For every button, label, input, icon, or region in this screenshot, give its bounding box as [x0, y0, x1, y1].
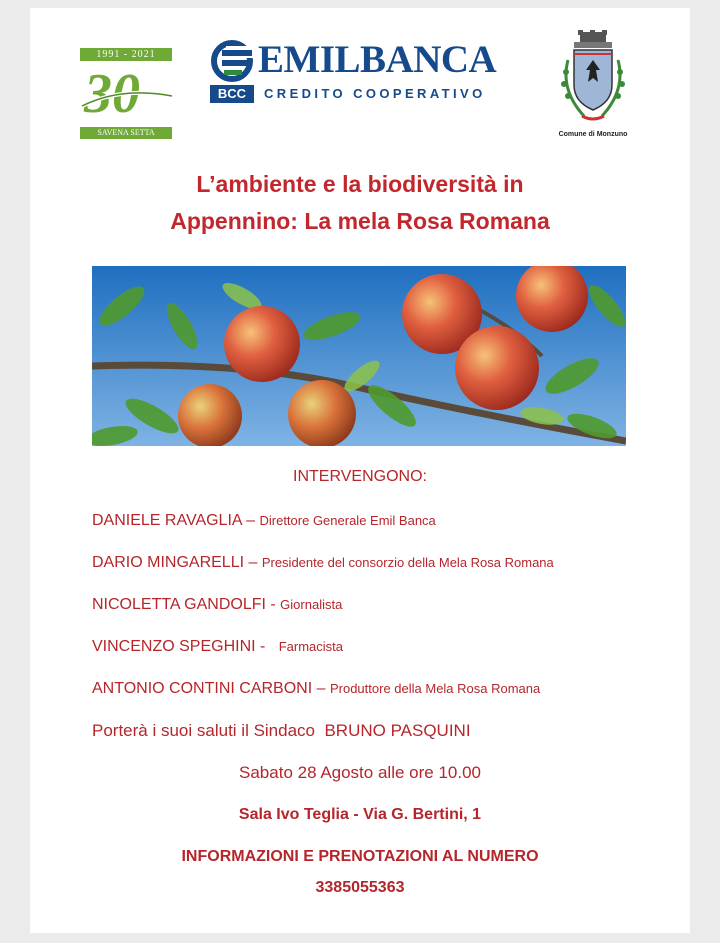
- svg-text:30: 30: [84, 63, 140, 125]
- bank-badge: BCC: [210, 85, 254, 103]
- speaker-row: [92, 638, 343, 656]
- speaker-separator: -: [265, 596, 281, 613]
- anniversary-years: 1991 - 2021: [80, 48, 172, 61]
- phone-number: 3385055363: [315, 879, 405, 896]
- speaker-separator: –: [244, 554, 262, 571]
- comune-logo: [548, 30, 638, 145]
- title-line-1: L’ambiente e la biodiversità in: [196, 171, 524, 197]
- coat-of-arms-icon: [554, 30, 632, 128]
- bank-name: EMILBANCA: [258, 38, 497, 81]
- mayor-greeting: Porterà i suoi saluti il Sindaco BRUNO PASQUINI: [92, 721, 471, 740]
- speaker-name: DANIELE RAVAGLIA: [92, 512, 242, 529]
- event-title: [0, 166, 720, 240]
- speaker-role: Direttore Generale Emil Banca: [259, 513, 436, 528]
- speakers-heading: INTERVENGONO:: [293, 468, 427, 485]
- speaker-role: Presidente del consorzio della Mela Rosa Romana: [261, 555, 554, 570]
- speaker-name: VINCENZO SPEGHINI: [92, 638, 256, 655]
- bank-mark-icon: [210, 40, 256, 82]
- speaker-row: [92, 554, 554, 572]
- bank-tagline: CREDITO COOPERATIVO: [264, 86, 486, 101]
- speaker-row: [92, 680, 540, 698]
- anniversary-tag: SAVENA SETTA SAMBRO: [80, 127, 172, 139]
- speaker-name: DARIO MINGARELLI: [92, 554, 245, 571]
- info-label: INFORMAZIONI E PRENOTAZIONI AL NUMERO: [181, 848, 539, 865]
- comune-label: Comune di Monzuno: [558, 131, 628, 138]
- speaker-separator: -: [255, 638, 279, 655]
- speaker-name: ANTONIO CONTINI CARBONI: [92, 680, 313, 697]
- speaker-row: [92, 596, 342, 614]
- anniversary-30-icon: [80, 62, 174, 126]
- speaker-role: Produttore della Mela Rosa Romana: [329, 681, 541, 696]
- speaker-separator: –: [241, 512, 260, 529]
- speaker-role: Giornalista: [280, 597, 343, 612]
- speaker-row: [92, 512, 436, 530]
- title-line-2: Appennino: La mela Rosa Romana: [170, 208, 550, 234]
- event-venue: Sala Ivo Teglia - Via G. Bertini, 1: [238, 806, 482, 823]
- apple-branch-photo: [92, 266, 626, 446]
- event-date: Sabato 28 Agosto alle ore 10.00: [239, 763, 481, 782]
- speaker-role: Farmacista: [278, 639, 343, 654]
- speaker-name: NICOLETTA GANDOLFI: [92, 596, 266, 613]
- speaker-separator: –: [312, 680, 330, 697]
- emilbanca-logo: [210, 38, 525, 104]
- anniversary-logo: [80, 48, 174, 149]
